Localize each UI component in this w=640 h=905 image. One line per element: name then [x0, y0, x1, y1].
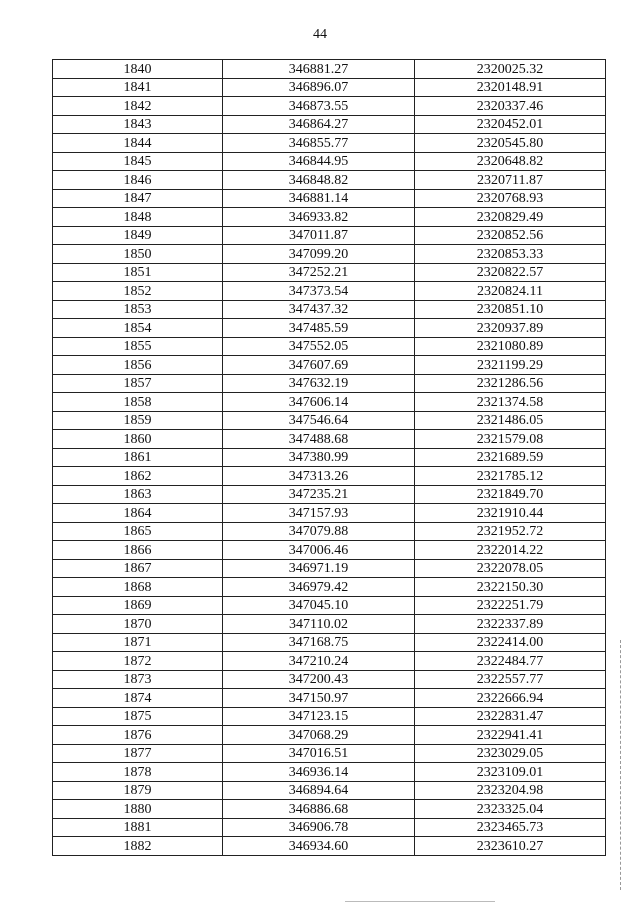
y-coordinate-cell: 2322150.30 — [415, 578, 606, 597]
table-row — [53, 60, 606, 79]
y-coordinate-cell: 2322484.77 — [415, 652, 606, 671]
y-coordinate-cell: 2320829.49 — [415, 208, 606, 227]
point-number-cell: 1876 — [53, 726, 223, 745]
table-row — [53, 707, 606, 726]
x-coordinate-cell: 347485.59 — [223, 319, 415, 338]
y-coordinate-cell: 2321579.08 — [415, 430, 606, 449]
point-number-cell: 1882 — [53, 837, 223, 856]
table-row — [53, 781, 606, 800]
x-coordinate-cell: 347150.97 — [223, 689, 415, 708]
table-row — [53, 670, 606, 689]
x-coordinate-cell: 347011.87 — [223, 226, 415, 245]
table-row — [53, 115, 606, 134]
table-row — [53, 337, 606, 356]
point-number-cell: 1873 — [53, 670, 223, 689]
y-coordinate-cell: 2320452.01 — [415, 115, 606, 134]
x-coordinate-cell: 346971.19 — [223, 559, 415, 578]
x-coordinate-cell: 347380.99 — [223, 448, 415, 467]
point-number-cell: 1860 — [53, 430, 223, 449]
y-coordinate-cell: 2320711.87 — [415, 171, 606, 190]
table-row — [53, 97, 606, 116]
x-coordinate-cell: 347006.46 — [223, 541, 415, 560]
y-coordinate-cell: 2320853.33 — [415, 245, 606, 264]
y-coordinate-cell: 2321486.05 — [415, 411, 606, 430]
table-row — [53, 559, 606, 578]
x-coordinate-cell: 346844.95 — [223, 152, 415, 171]
table-row — [53, 837, 606, 856]
point-number-cell: 1845 — [53, 152, 223, 171]
table-row — [53, 282, 606, 301]
point-number-cell: 1864 — [53, 504, 223, 523]
x-coordinate-cell: 347210.24 — [223, 652, 415, 671]
bottom-rule — [345, 901, 495, 902]
table-row — [53, 134, 606, 153]
table-row — [53, 633, 606, 652]
point-number-cell: 1843 — [53, 115, 223, 134]
point-number-cell: 1844 — [53, 134, 223, 153]
y-coordinate-cell: 2320937.89 — [415, 319, 606, 338]
x-coordinate-cell: 346886.68 — [223, 800, 415, 819]
y-coordinate-cell: 2321849.70 — [415, 485, 606, 504]
point-number-cell: 1849 — [53, 226, 223, 245]
y-coordinate-cell: 2322666.94 — [415, 689, 606, 708]
y-coordinate-cell: 2323325.04 — [415, 800, 606, 819]
y-coordinate-cell: 2321286.56 — [415, 374, 606, 393]
table-row — [53, 763, 606, 782]
y-coordinate-cell: 2323109.01 — [415, 763, 606, 782]
point-number-cell: 1878 — [53, 763, 223, 782]
x-coordinate-cell: 347200.43 — [223, 670, 415, 689]
y-coordinate-cell: 2320768.93 — [415, 189, 606, 208]
table-row — [53, 541, 606, 560]
table-row — [53, 596, 606, 615]
x-coordinate-cell: 347099.20 — [223, 245, 415, 264]
x-coordinate-cell: 347252.21 — [223, 263, 415, 282]
table-row — [53, 578, 606, 597]
point-number-cell: 1850 — [53, 245, 223, 264]
y-coordinate-cell: 2322414.00 — [415, 633, 606, 652]
y-coordinate-cell: 2320025.32 — [415, 60, 606, 79]
x-coordinate-cell: 346881.27 — [223, 60, 415, 79]
x-coordinate-cell: 347123.15 — [223, 707, 415, 726]
point-number-cell: 1865 — [53, 522, 223, 541]
point-number-cell: 1863 — [53, 485, 223, 504]
y-coordinate-cell: 2320851.10 — [415, 300, 606, 319]
table-row — [53, 319, 606, 338]
y-coordinate-cell: 2321952.72 — [415, 522, 606, 541]
x-coordinate-cell: 347373.54 — [223, 282, 415, 301]
point-number-cell: 1861 — [53, 448, 223, 467]
table-row — [53, 226, 606, 245]
y-coordinate-cell: 2321080.89 — [415, 337, 606, 356]
point-number-cell: 1870 — [53, 615, 223, 634]
x-coordinate-cell: 346979.42 — [223, 578, 415, 597]
table-row — [53, 652, 606, 671]
x-coordinate-cell: 347079.88 — [223, 522, 415, 541]
x-coordinate-cell: 347313.26 — [223, 467, 415, 486]
point-number-cell: 1877 — [53, 744, 223, 763]
x-coordinate-cell: 347546.64 — [223, 411, 415, 430]
point-number-cell: 1871 — [53, 633, 223, 652]
table-row — [53, 189, 606, 208]
y-coordinate-cell: 2322251.79 — [415, 596, 606, 615]
x-coordinate-cell: 347488.68 — [223, 430, 415, 449]
x-coordinate-cell: 346933.82 — [223, 208, 415, 227]
x-coordinate-cell: 347110.02 — [223, 615, 415, 634]
coordinates-table — [52, 59, 606, 856]
y-coordinate-cell: 2320824.11 — [415, 282, 606, 301]
table-row — [53, 485, 606, 504]
y-coordinate-cell: 2322831.47 — [415, 707, 606, 726]
page-number: 44 — [313, 27, 327, 42]
y-coordinate-cell: 2320545.80 — [415, 134, 606, 153]
x-coordinate-cell: 347045.10 — [223, 596, 415, 615]
point-number-cell: 1852 — [53, 282, 223, 301]
table-row — [53, 263, 606, 282]
table-row — [53, 411, 606, 430]
x-coordinate-cell: 346848.82 — [223, 171, 415, 190]
point-number-cell: 1853 — [53, 300, 223, 319]
table-row — [53, 448, 606, 467]
table-row — [53, 467, 606, 486]
point-number-cell: 1840 — [53, 60, 223, 79]
point-number-cell: 1859 — [53, 411, 223, 430]
x-coordinate-cell: 346873.55 — [223, 97, 415, 116]
point-number-cell: 1851 — [53, 263, 223, 282]
point-number-cell: 1869 — [53, 596, 223, 615]
point-number-cell: 1868 — [53, 578, 223, 597]
x-coordinate-cell: 346864.27 — [223, 115, 415, 134]
table-row — [53, 152, 606, 171]
x-coordinate-cell: 346906.78 — [223, 818, 415, 837]
y-coordinate-cell: 2322337.89 — [415, 615, 606, 634]
point-number-cell: 1841 — [53, 78, 223, 97]
table-row — [53, 78, 606, 97]
point-number-cell: 1856 — [53, 356, 223, 375]
y-coordinate-cell: 2323610.27 — [415, 837, 606, 856]
point-number-cell: 1866 — [53, 541, 223, 560]
y-coordinate-cell: 2320148.91 — [415, 78, 606, 97]
point-number-cell: 1872 — [53, 652, 223, 671]
x-coordinate-cell: 347016.51 — [223, 744, 415, 763]
table-row — [53, 393, 606, 412]
table-row — [53, 522, 606, 541]
point-number-cell: 1858 — [53, 393, 223, 412]
x-coordinate-cell: 346881.14 — [223, 189, 415, 208]
table-row — [53, 615, 606, 634]
y-coordinate-cell: 2322014.22 — [415, 541, 606, 560]
table-row — [53, 504, 606, 523]
point-number-cell: 1874 — [53, 689, 223, 708]
coordinates-table-body — [53, 60, 606, 856]
point-number-cell: 1846 — [53, 171, 223, 190]
y-coordinate-cell: 2323029.05 — [415, 744, 606, 763]
table-row — [53, 726, 606, 745]
y-coordinate-cell: 2322078.05 — [415, 559, 606, 578]
y-coordinate-cell: 2321785.12 — [415, 467, 606, 486]
y-coordinate-cell: 2321199.29 — [415, 356, 606, 375]
y-coordinate-cell: 2320337.46 — [415, 97, 606, 116]
x-coordinate-cell: 347168.75 — [223, 633, 415, 652]
y-coordinate-cell: 2323465.73 — [415, 818, 606, 837]
x-coordinate-cell: 347437.32 — [223, 300, 415, 319]
y-coordinate-cell: 2323204.98 — [415, 781, 606, 800]
x-coordinate-cell: 347552.05 — [223, 337, 415, 356]
table-row — [53, 300, 606, 319]
point-number-cell: 1857 — [53, 374, 223, 393]
table-row — [53, 171, 606, 190]
point-number-cell: 1862 — [53, 467, 223, 486]
x-coordinate-cell: 347157.93 — [223, 504, 415, 523]
y-coordinate-cell: 2321374.58 — [415, 393, 606, 412]
x-coordinate-cell: 346896.07 — [223, 78, 415, 97]
x-coordinate-cell: 347632.19 — [223, 374, 415, 393]
x-coordinate-cell: 347068.29 — [223, 726, 415, 745]
x-coordinate-cell: 346934.60 — [223, 837, 415, 856]
point-number-cell: 1848 — [53, 208, 223, 227]
point-number-cell: 1847 — [53, 189, 223, 208]
x-coordinate-cell: 346936.14 — [223, 763, 415, 782]
y-coordinate-cell: 2322941.41 — [415, 726, 606, 745]
table-row — [53, 744, 606, 763]
x-coordinate-cell: 347606.14 — [223, 393, 415, 412]
x-coordinate-cell: 347235.21 — [223, 485, 415, 504]
point-number-cell: 1867 — [53, 559, 223, 578]
table-row — [53, 245, 606, 264]
table-row — [53, 356, 606, 375]
scan-edge-mark — [620, 640, 623, 890]
y-coordinate-cell: 2321689.59 — [415, 448, 606, 467]
point-number-cell: 1879 — [53, 781, 223, 800]
table-row — [53, 374, 606, 393]
table-row — [53, 689, 606, 708]
table-row — [53, 208, 606, 227]
point-number-cell: 1881 — [53, 818, 223, 837]
table-row — [53, 818, 606, 837]
point-number-cell: 1875 — [53, 707, 223, 726]
y-coordinate-cell: 2320822.57 — [415, 263, 606, 282]
point-number-cell: 1842 — [53, 97, 223, 116]
point-number-cell: 1855 — [53, 337, 223, 356]
y-coordinate-cell: 2322557.77 — [415, 670, 606, 689]
point-number-cell: 1880 — [53, 800, 223, 819]
table-row — [53, 800, 606, 819]
y-coordinate-cell: 2320852.56 — [415, 226, 606, 245]
y-coordinate-cell: 2320648.82 — [415, 152, 606, 171]
x-coordinate-cell: 346855.77 — [223, 134, 415, 153]
table-row — [53, 430, 606, 449]
x-coordinate-cell: 347607.69 — [223, 356, 415, 375]
y-coordinate-cell: 2321910.44 — [415, 504, 606, 523]
x-coordinate-cell: 346894.64 — [223, 781, 415, 800]
point-number-cell: 1854 — [53, 319, 223, 338]
